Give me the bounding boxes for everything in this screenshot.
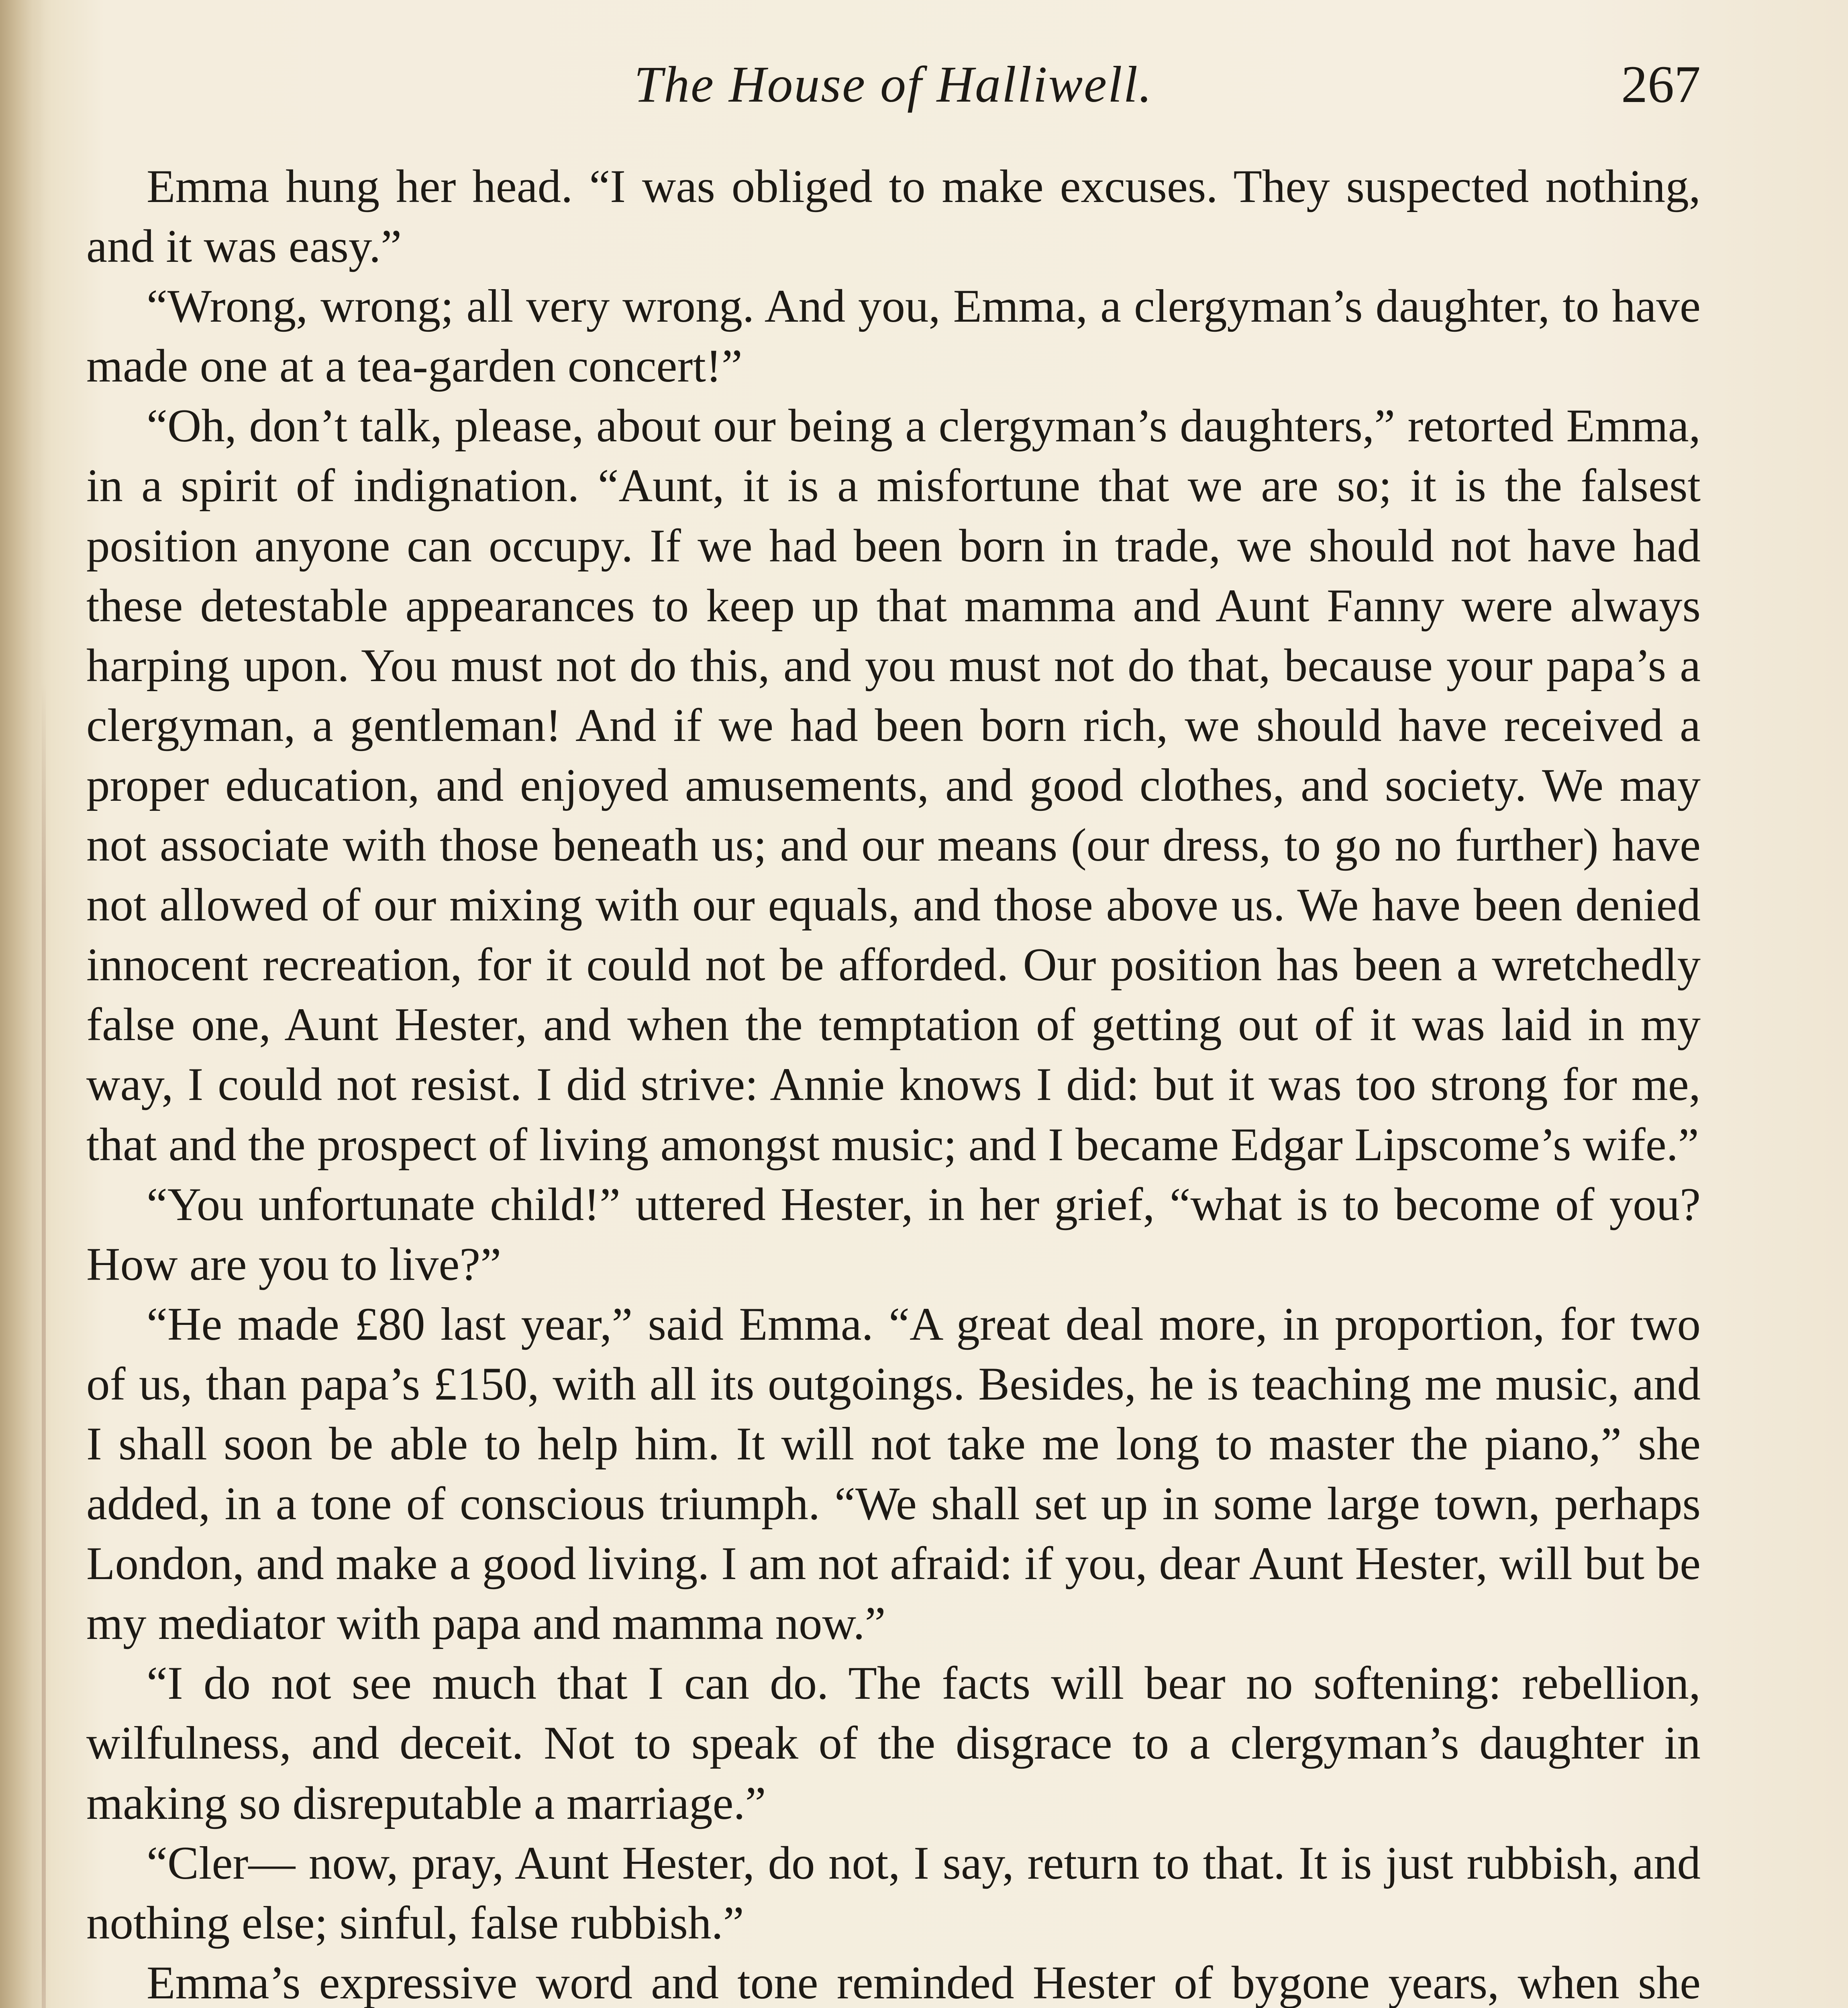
paragraph: Emma’s expressive word and tone reminded Hester of bygone years, when she xyxy=(147,1957,1701,2008)
paragraph: Emma hung her head. “I was obliged to make excuses. They suspected nothing, and it was easy.” xyxy=(86,161,1701,273)
running-title: The House of Halliwell. xyxy=(634,56,1153,113)
margin-stain xyxy=(42,683,46,2008)
running-header xyxy=(86,38,1701,131)
paragraph: “Oh, don’t talk, please, about our being a clergyman’s daughters,” retorted Emma, in a spirit of indignation. “Aunt, it is a misfortune that we are so; it is the falsest position anyone can occupy. If we had been born in trade, we should not have had these detestable appearances to keep up that mamma and Aunt Fanny were always harping upon. You must not do this, and you must not do that, because your papa’s a clergyman, a gentleman! And if we had been born rich, we should have received a proper education, and enjoyed amusements, and good clothes, and society. We may not associate with those beneath us; and our means (our dress, to go no further) have not allowed of our mixing with our equals, and those above us. We have been denied innocent recreation, for it could not be afforded. Our position has been a wretchedly false one, Aunt Hester, and when the temptation of getting out of it was laid in my way, I could not resist. I did strive: Annie knows I did: but it was too strong for me, that and the prospect of living amongst music; and I became Edgar Lipscome’s wife.” xyxy=(86,400,1701,1171)
paragraph: “Cler— now, pray, Aunt Hester, do not, I say, return to that. It is just rubbish, and nothing else; sinful, false rubbish.” xyxy=(86,1837,1701,1949)
paragraph: “You unfortunate child!” uttered Hester, in her grief, “what is to become of you? How are you to live?” xyxy=(86,1178,1701,1290)
paragraph: “I do not see much that I can do. The facts will bear no softening: rebellion, wilfulness, and deceit. Not to speak of the disgrace to a clergyman’s daughter in making so disreputable a marriage.” xyxy=(86,1657,1701,1829)
page-binding-shadow xyxy=(0,0,44,2008)
body-text xyxy=(86,157,1701,2008)
paragraph: “Wrong, wrong; all very wrong. And you, Emma, a clergyman’s daughter, to have made one at a tea-garden concert!” xyxy=(86,280,1701,392)
page-number: 267 xyxy=(1621,55,1701,114)
paragraph: “He made £80 last year,” said Emma. “A great deal more, in proportion, for two of us, than papa’s £150, with all its outgoings. Besides, he is teaching me music, and I shall soon be able to help him. It will not take me long to master the piano,” she added, in a tone of conscious triumph. “We shall set up in some large town, perhaps London, and make a good living. I am not afraid: if you, dear Aunt Hester, will but be my mediator with papa and mamma now.” xyxy=(86,1298,1701,1650)
